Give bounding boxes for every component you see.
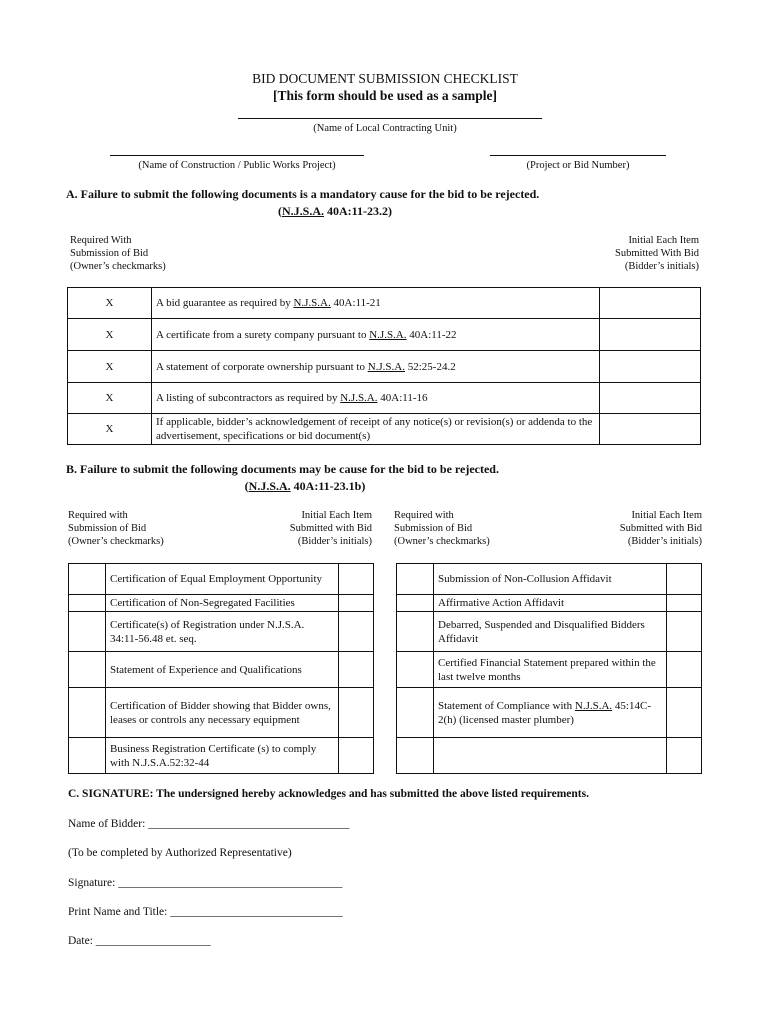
requirement-cell xyxy=(152,383,600,414)
requirement-cell xyxy=(152,319,600,351)
ref-link: N.J.S.A. xyxy=(248,479,291,493)
owner-checkmark-cell[interactable] xyxy=(69,595,106,612)
header-line: Initial Each Item xyxy=(631,510,702,521)
requirement-text: 45:14C-2(h) (licensed master plumber) xyxy=(438,699,651,726)
requirement-cell xyxy=(434,595,667,612)
requirement-cell xyxy=(434,738,667,774)
table-row xyxy=(397,738,702,774)
form-title-block xyxy=(0,70,770,104)
owner-checkmark-cell[interactable] xyxy=(397,564,434,595)
requirement-cell: Certification of Equal Employment Opportunity xyxy=(106,564,339,595)
owner-checkmark-cell[interactable]: X xyxy=(68,351,152,383)
requirement-cell: Certificate(s) of Registration under N.J.S.A. 34:11-56.48 et. seq. xyxy=(106,612,339,652)
requirement-cell: Certification of Non-Segregated Facilities xyxy=(106,595,339,612)
bid-number-label: (Project or Bid Number) xyxy=(526,160,630,171)
ref-suffix: 40A:11-23.2) xyxy=(324,204,392,218)
header-line: Submission of Bid xyxy=(68,523,147,534)
owner-checkmark-cell[interactable] xyxy=(69,612,106,652)
requirement-text: 52:25-24.2 xyxy=(405,360,456,373)
bidder-initials-cell[interactable] xyxy=(339,652,374,688)
ref-suffix: 40A:11-23.1b) xyxy=(290,479,366,493)
header-line: Initial Each Item xyxy=(628,235,699,246)
requirement-link: N.J.S.A. xyxy=(369,328,407,341)
bid-number-line[interactable] xyxy=(490,155,666,156)
requirement-cell: Statement of Experience and Qualifications xyxy=(106,652,339,688)
bidder-initials-cell[interactable] xyxy=(339,688,374,738)
requirement-text: Statement of Compliance with xyxy=(438,699,575,712)
bidder-initials-cell[interactable] xyxy=(667,612,702,652)
header-line: Submission of Bid xyxy=(70,248,149,259)
table-row xyxy=(69,652,374,688)
header-line: (Bidder’s initials) xyxy=(297,536,372,547)
requirement-link: N.J.S.A. xyxy=(367,360,405,373)
ref-prefix: ( xyxy=(277,204,282,218)
section-a-table xyxy=(67,287,701,445)
section-b-left-bidder-header xyxy=(262,509,372,548)
section-a-left-header xyxy=(70,234,166,273)
section-b-right-bidder-header xyxy=(592,509,702,548)
header-line: (Owner’s checkmarks) xyxy=(70,261,166,272)
owner-checkmark-cell[interactable]: X xyxy=(68,288,152,319)
signature-field[interactable]: Signature: _______________________________________ xyxy=(68,877,343,889)
form-subtitle: [This form should be used as a sample] xyxy=(273,88,497,103)
bidder-initials-cell[interactable] xyxy=(600,383,701,414)
table-row xyxy=(68,288,701,319)
owner-checkmark-cell[interactable] xyxy=(397,652,434,688)
section-b-left-table xyxy=(68,563,374,774)
bidder-initials-cell[interactable] xyxy=(667,564,702,595)
requirement-text: Debarred, Suspended and Disqualified Bidders Affidavit xyxy=(438,618,645,645)
requirement-cell xyxy=(434,652,667,688)
section-a-right-header xyxy=(615,234,699,273)
table-row xyxy=(68,383,701,414)
table-row xyxy=(397,688,702,738)
requirement-text: Submission of Non-Collusion Affidavit xyxy=(438,573,612,585)
table-row xyxy=(397,652,702,688)
requirement-cell xyxy=(434,612,667,652)
owner-checkmark-cell[interactable] xyxy=(69,688,106,738)
owner-checkmark-cell[interactable]: X xyxy=(68,383,152,414)
requirement-cell: Business Registration Certificate (s) to comply with N.J.S.A.52:32-44 xyxy=(106,738,339,774)
owner-checkmark-cell[interactable] xyxy=(69,738,106,774)
header-line: (Bidder’s initials) xyxy=(624,261,699,272)
requirement-text: A certificate from a surety company pursuant to xyxy=(156,328,370,341)
owner-checkmark-cell[interactable]: X xyxy=(68,414,152,445)
table-row xyxy=(69,688,374,738)
bidder-initials-cell[interactable] xyxy=(339,564,374,595)
table-row xyxy=(69,564,374,595)
header-line: Initial Each Item xyxy=(301,510,372,521)
header-line: (Bidder’s initials) xyxy=(627,536,702,547)
requirement-text: 40A:11-16 xyxy=(377,392,428,404)
bidder-initials-cell[interactable] xyxy=(339,595,374,612)
header-line: Submitted with Bid xyxy=(289,523,372,534)
section-b-heading: B. Failure to submit the following documents may be cause for the bid to be rejected. xyxy=(66,462,499,476)
section-a-heading: A. Failure to submit the following documents is a mandatory cause for the bid to be rejected. xyxy=(66,187,540,201)
requirement-cell xyxy=(152,351,600,383)
requirement-cell xyxy=(152,288,600,319)
owner-checkmark-cell[interactable] xyxy=(397,595,434,612)
name-of-bidder-field[interactable]: Name of Bidder: ___________________________________ xyxy=(68,818,350,830)
bidder-initials-cell[interactable] xyxy=(667,595,702,612)
section-b-right-table xyxy=(396,563,702,774)
requirement-text: Certified Financial Statement prepared within the last twelve months xyxy=(438,656,656,683)
requirement-cell xyxy=(434,564,667,595)
owner-checkmark-cell[interactable] xyxy=(397,738,434,774)
bidder-initials-cell[interactable] xyxy=(667,688,702,738)
authorized-representative-note: (To be completed by Authorized Representative) xyxy=(68,847,292,859)
local-unit-line[interactable] xyxy=(238,118,542,119)
form-title: BID DOCUMENT SUBMISSION CHECKLIST xyxy=(252,71,518,86)
header-line: Submitted with Bid xyxy=(619,523,702,534)
print-name-title-field[interactable]: Print Name and Title: ______________________________ xyxy=(68,906,343,918)
owner-checkmark-cell[interactable] xyxy=(397,612,434,652)
section-b-right-owner-header xyxy=(394,509,490,548)
requirement-link: N.J.S.A. xyxy=(574,699,613,712)
requirement-text: 40A:11-21 xyxy=(330,297,381,309)
owner-checkmark-cell[interactable] xyxy=(69,652,106,688)
header-line: (Owner’s checkmarks) xyxy=(68,536,164,547)
bidder-initials-cell[interactable] xyxy=(339,738,374,774)
requirement-link: N.J.S.A. xyxy=(293,297,331,309)
table-row xyxy=(69,612,374,652)
requirement-cell xyxy=(434,688,667,738)
requirement-text: 40A:11-22 xyxy=(406,328,457,341)
header-line: Required With xyxy=(70,235,132,246)
table-row xyxy=(68,319,701,351)
requirement-text: A bid guarantee as required by xyxy=(156,297,294,309)
project-name-label: (Name of Construction / Public Works Project) xyxy=(138,160,336,171)
requirement-text: A listing of subcontractors as required by xyxy=(156,392,341,404)
bidder-initials-cell[interactable] xyxy=(667,652,702,688)
header-line: Submitted With Bid xyxy=(615,248,699,259)
section-c-heading: C. SIGNATURE: The undersigned hereby acknowledges and has submitted the above listed requirements. xyxy=(68,788,589,800)
bidder-initials-cell[interactable] xyxy=(339,612,374,652)
requirement-text: If applicable, bidder’s acknowledgement of receipt of any notice(s) or revision(s) or addenda to the advertisement, specifications or bid document(s) xyxy=(156,416,593,442)
table-row xyxy=(397,564,702,595)
requirement-cell xyxy=(152,414,600,445)
header-line: (Owner’s checkmarks) xyxy=(394,536,490,547)
section-a-reference xyxy=(0,204,670,219)
requirement-text: Affirmative Action Affidavit xyxy=(438,597,565,609)
table-row xyxy=(68,351,701,383)
requirement-text: A statement of corporate ownership pursuant to xyxy=(156,360,368,373)
requirement-cell: Certification of Bidder showing that Bidder owns, leases or controls any necessary equipment xyxy=(106,688,339,738)
table-row xyxy=(397,612,702,652)
requirement-link: N.J.S.A. xyxy=(340,392,378,404)
bidder-initials-cell[interactable] xyxy=(667,738,702,774)
section-b-left-owner-header xyxy=(68,509,164,548)
owner-checkmark-cell[interactable] xyxy=(69,564,106,595)
table-row xyxy=(69,738,374,774)
table-row xyxy=(69,595,374,612)
ref-prefix: ( xyxy=(244,479,249,493)
date-field[interactable]: Date: ____________________ xyxy=(68,935,211,947)
owner-checkmark-cell[interactable]: X xyxy=(68,319,152,351)
bidder-initials-cell[interactable] xyxy=(600,288,701,319)
header-line: Required with xyxy=(394,510,454,521)
bidder-initials-cell[interactable] xyxy=(600,319,701,351)
table-row xyxy=(68,414,701,445)
header-line: Required with xyxy=(68,510,128,521)
ref-link: N.J.S.A. xyxy=(281,204,324,218)
bidder-initials-cell[interactable] xyxy=(600,414,701,445)
owner-checkmark-cell[interactable] xyxy=(397,688,434,738)
table-row xyxy=(397,595,702,612)
header-line: Submission of Bid xyxy=(394,523,473,534)
project-name-line[interactable] xyxy=(110,155,364,156)
bidder-initials-cell[interactable] xyxy=(600,351,701,383)
section-b-reference xyxy=(0,479,610,494)
local-unit-label: (Name of Local Contracting Unit) xyxy=(313,123,457,134)
